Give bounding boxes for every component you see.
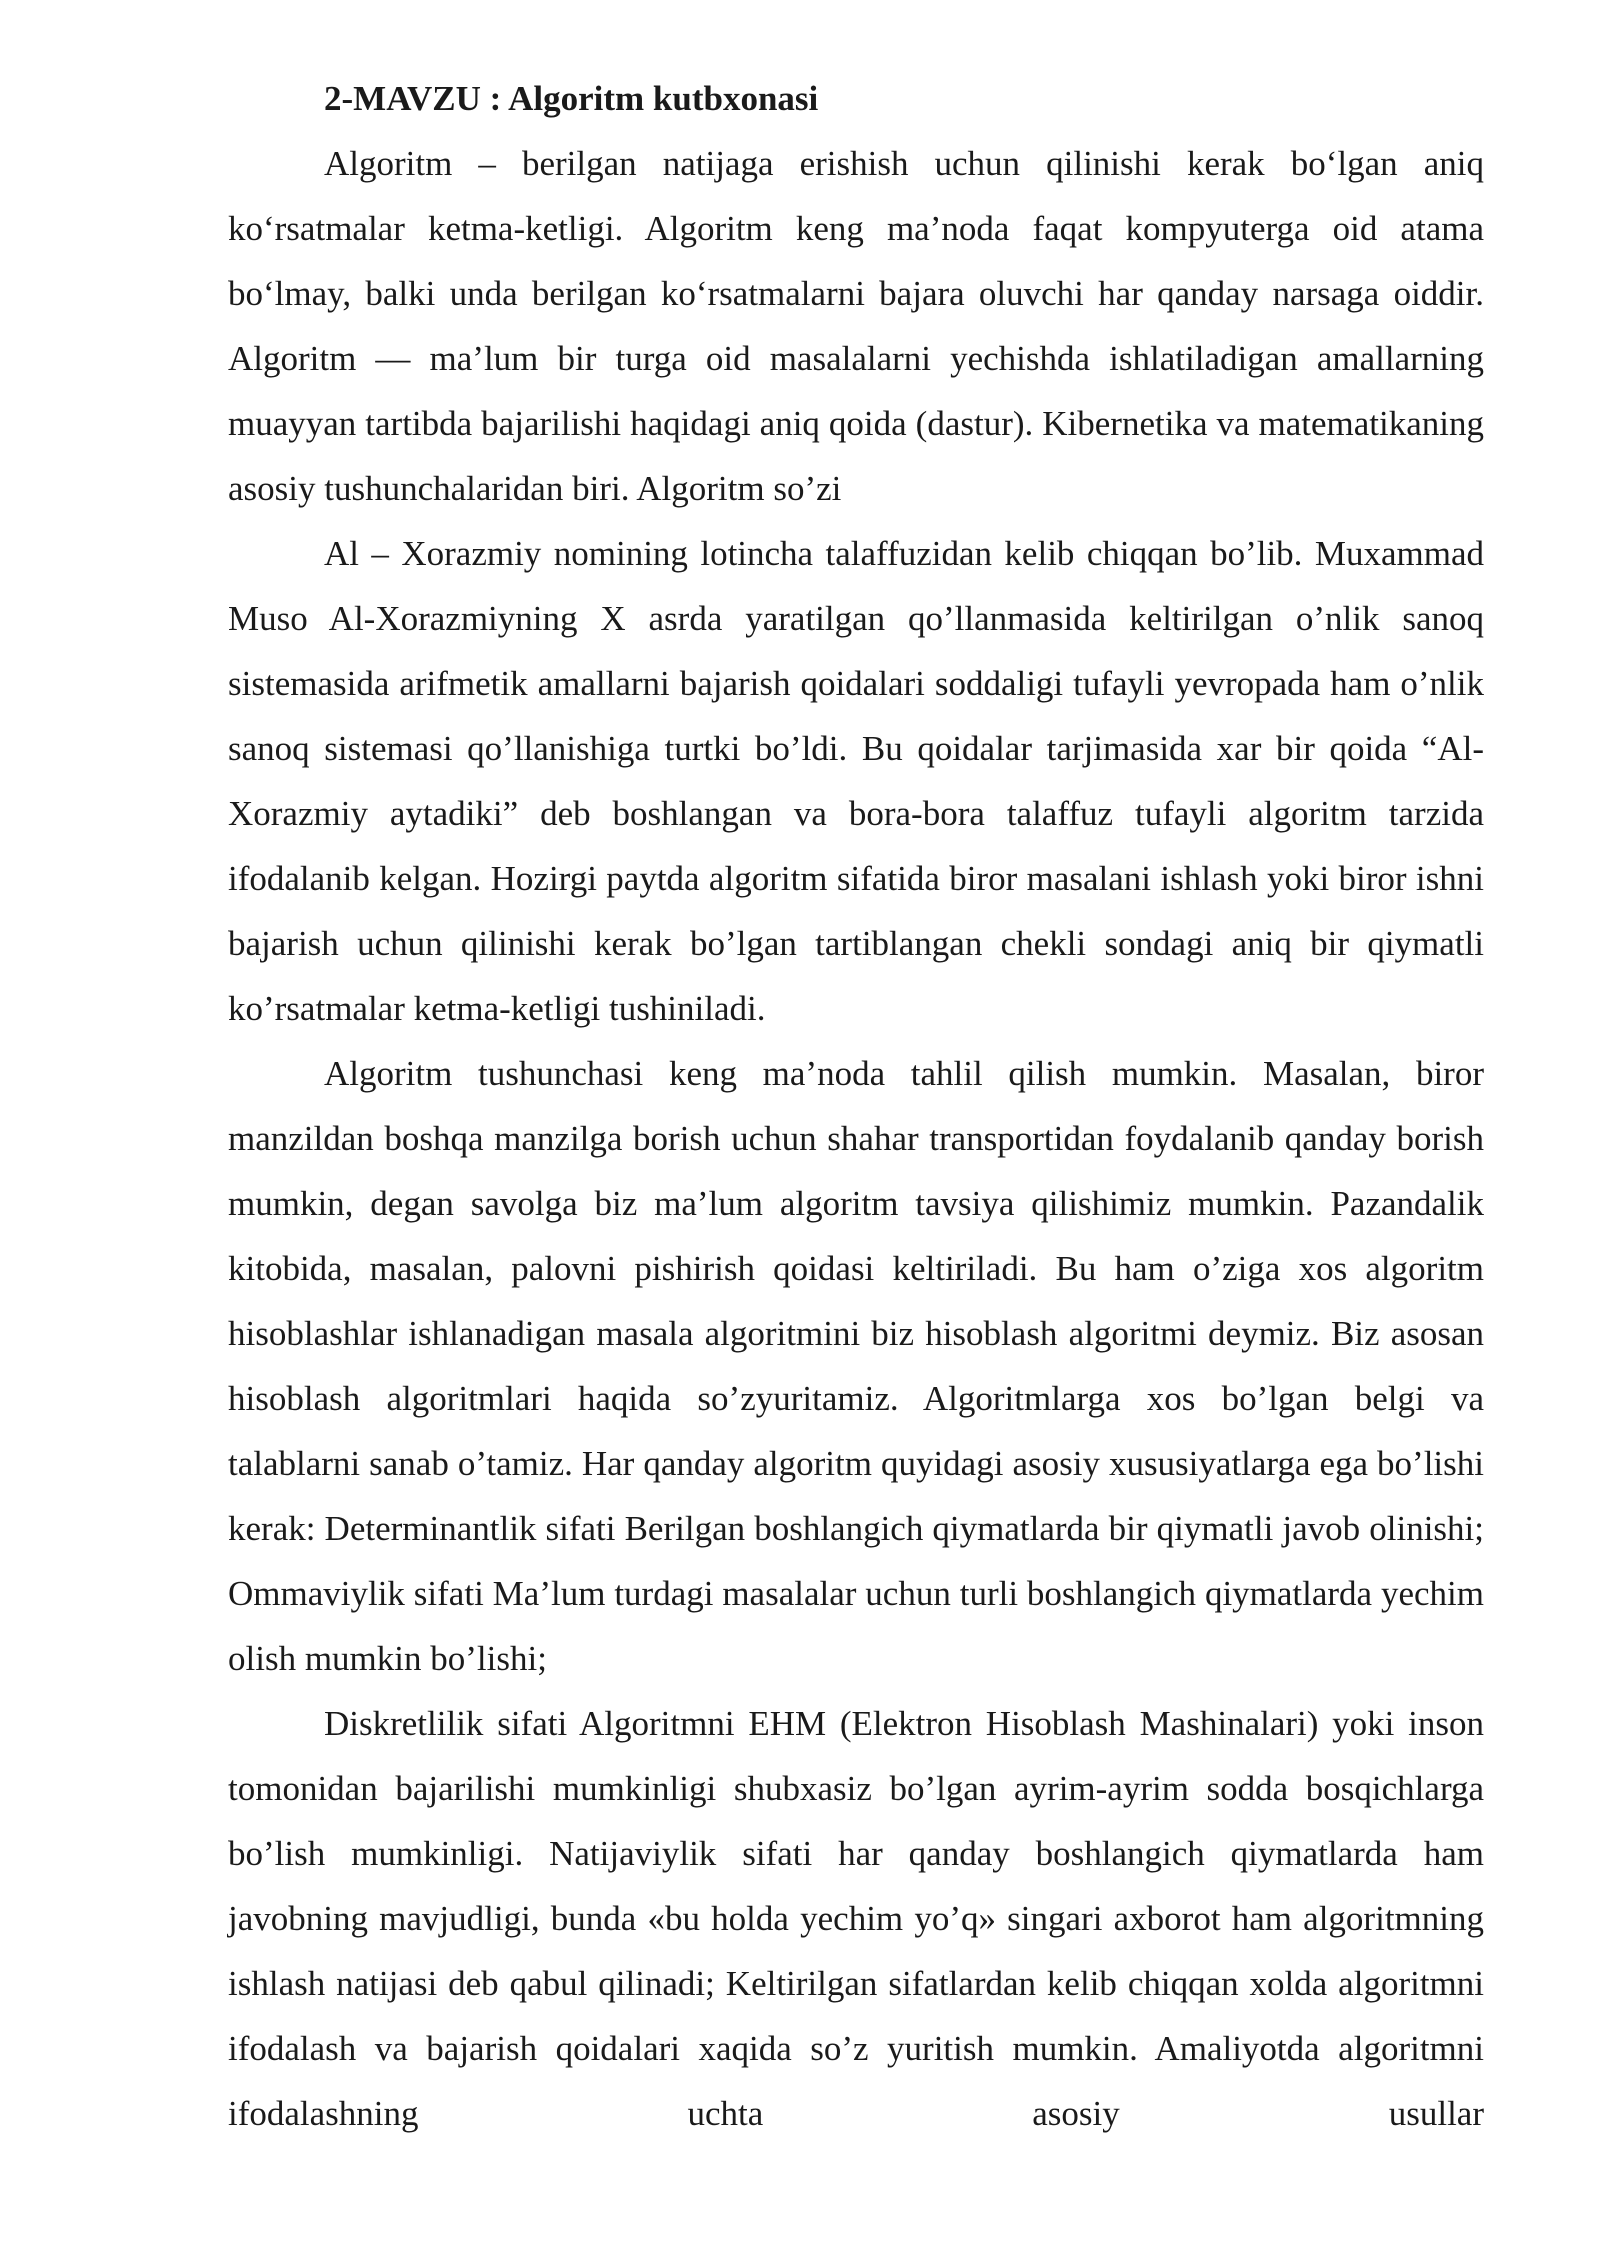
paragraph-algorithm-definition: Algoritm – berilgan natijaga erishish uchun qilinishi kerak bo‘lgan aniq ko‘rsatmalar ketma-ketligi. Algoritm keng ma’noda faqat kompyuterga oid atama bo‘lmay, balki unda berilgan ko‘rsatmalarni bajara oluvchi har qanday narsaga oiddir. Algoritm — ma’lum bir turga oid masalalarni yechishda ishlatiladigan amallarning muayyan tartibda bajarilishi haqidagi aniq qoida (dastur). Kibernetika va matematikaning asosiy tushunchalaridan biri. Algoritm so’zi [228, 144, 1484, 508]
paragraph-discreteness: Diskretlilik sifati Algoritmni EHM (Elektron Hisoblash Mashinalari) yoki inson tomonidan bajarilishi mumkinligi shubxasiz bo’lgan ayrim-ayrim sodda bosqichlarga bo’lish mumkinligi. Natijaviylik sifati har qanday boshlangich qiymatlarda ham javobning mavjudligi, bunda «bu holda yechim yo’q» singari axborot ham algoritmning ishlash natijasi deb qabul qilinadi; Keltirilgan sifatlardan kelib chiqqan xolda algoritmni ifodalash va bajarish qoidalari xaqida so’z yuritish mumkin. Amaliyotda algoritmni ifodalashning uchta asosiy usullar [228, 1704, 1484, 2133]
paragraph-algorithm-properties: Algoritm tushunchasi keng ma’noda tahlil qilish mumkin. Masalan, biror manzildan boshqa manzilga borish uchun shahar transportidan foydalanib qanday borish mumkin, degan savolga biz ma’lum algoritm tavsiya qilishimiz mumkin. Pazandalik kitobida, masalan, palovni pishirish qoidasi keltiriladi. Bu ham o’ziga xos algoritm hisoblashlar ishlanadigan masala algoritmini biz hisoblash algoritmi deymiz. Biz asosan hisoblash algoritmlari haqida so’zyuritamiz. Algoritmlarga xos bo’lgan belgi va talablarni sanab o’tamiz. Har qanday algoritm quyidagi asosiy xususiyatlarga ega bo’lishi kerak: Determinantlik sifati Berilgan boshlangich qiymatlarda bir qiymatli javob olinishi; Ommaviylik sifati Ma’lum turdagi masalalar uchun turli boshlangich qiymatlarda yechim olish mumkin bo’lishi; [228, 1054, 1484, 1678]
document-body [228, 66, 1484, 2146]
page-title: 2-MAVZU : Algoritm kutbxonasi [324, 79, 819, 118]
paragraph-al-khwarizmi-origin: Al – Xorazmiy nomining lotincha talaffuzidan kelib chiqqan bo’lib. Muxammad Muso Al-Xorazmiyning X asrda yaratilgan qo’llanmasida keltirilgan o’nlik sanoq sistemasida arifmetik amallarni bajarish qoidalari soddaligi tufayli yevropada ham o’nlik sanoq sistemasi qo’llanishiga turtki bo’ldi. Bu qoidalar tarjimasida xar bir qoida “Al-Xorazmiy aytadiki” deb boshlangan va bora-bora talaffuz tufayli algoritm tarzida ifodalanib kelgan. Hozirgi paytda algoritm sifatida biror masalani ishlash yoki biror ishni bajarish uchun qilinishi kerak bo’lgan tartiblangan chekli sondagi aniq bir qiymatli ko’rsatmalar ketma-ketligi tushiniladi. [228, 534, 1484, 1028]
